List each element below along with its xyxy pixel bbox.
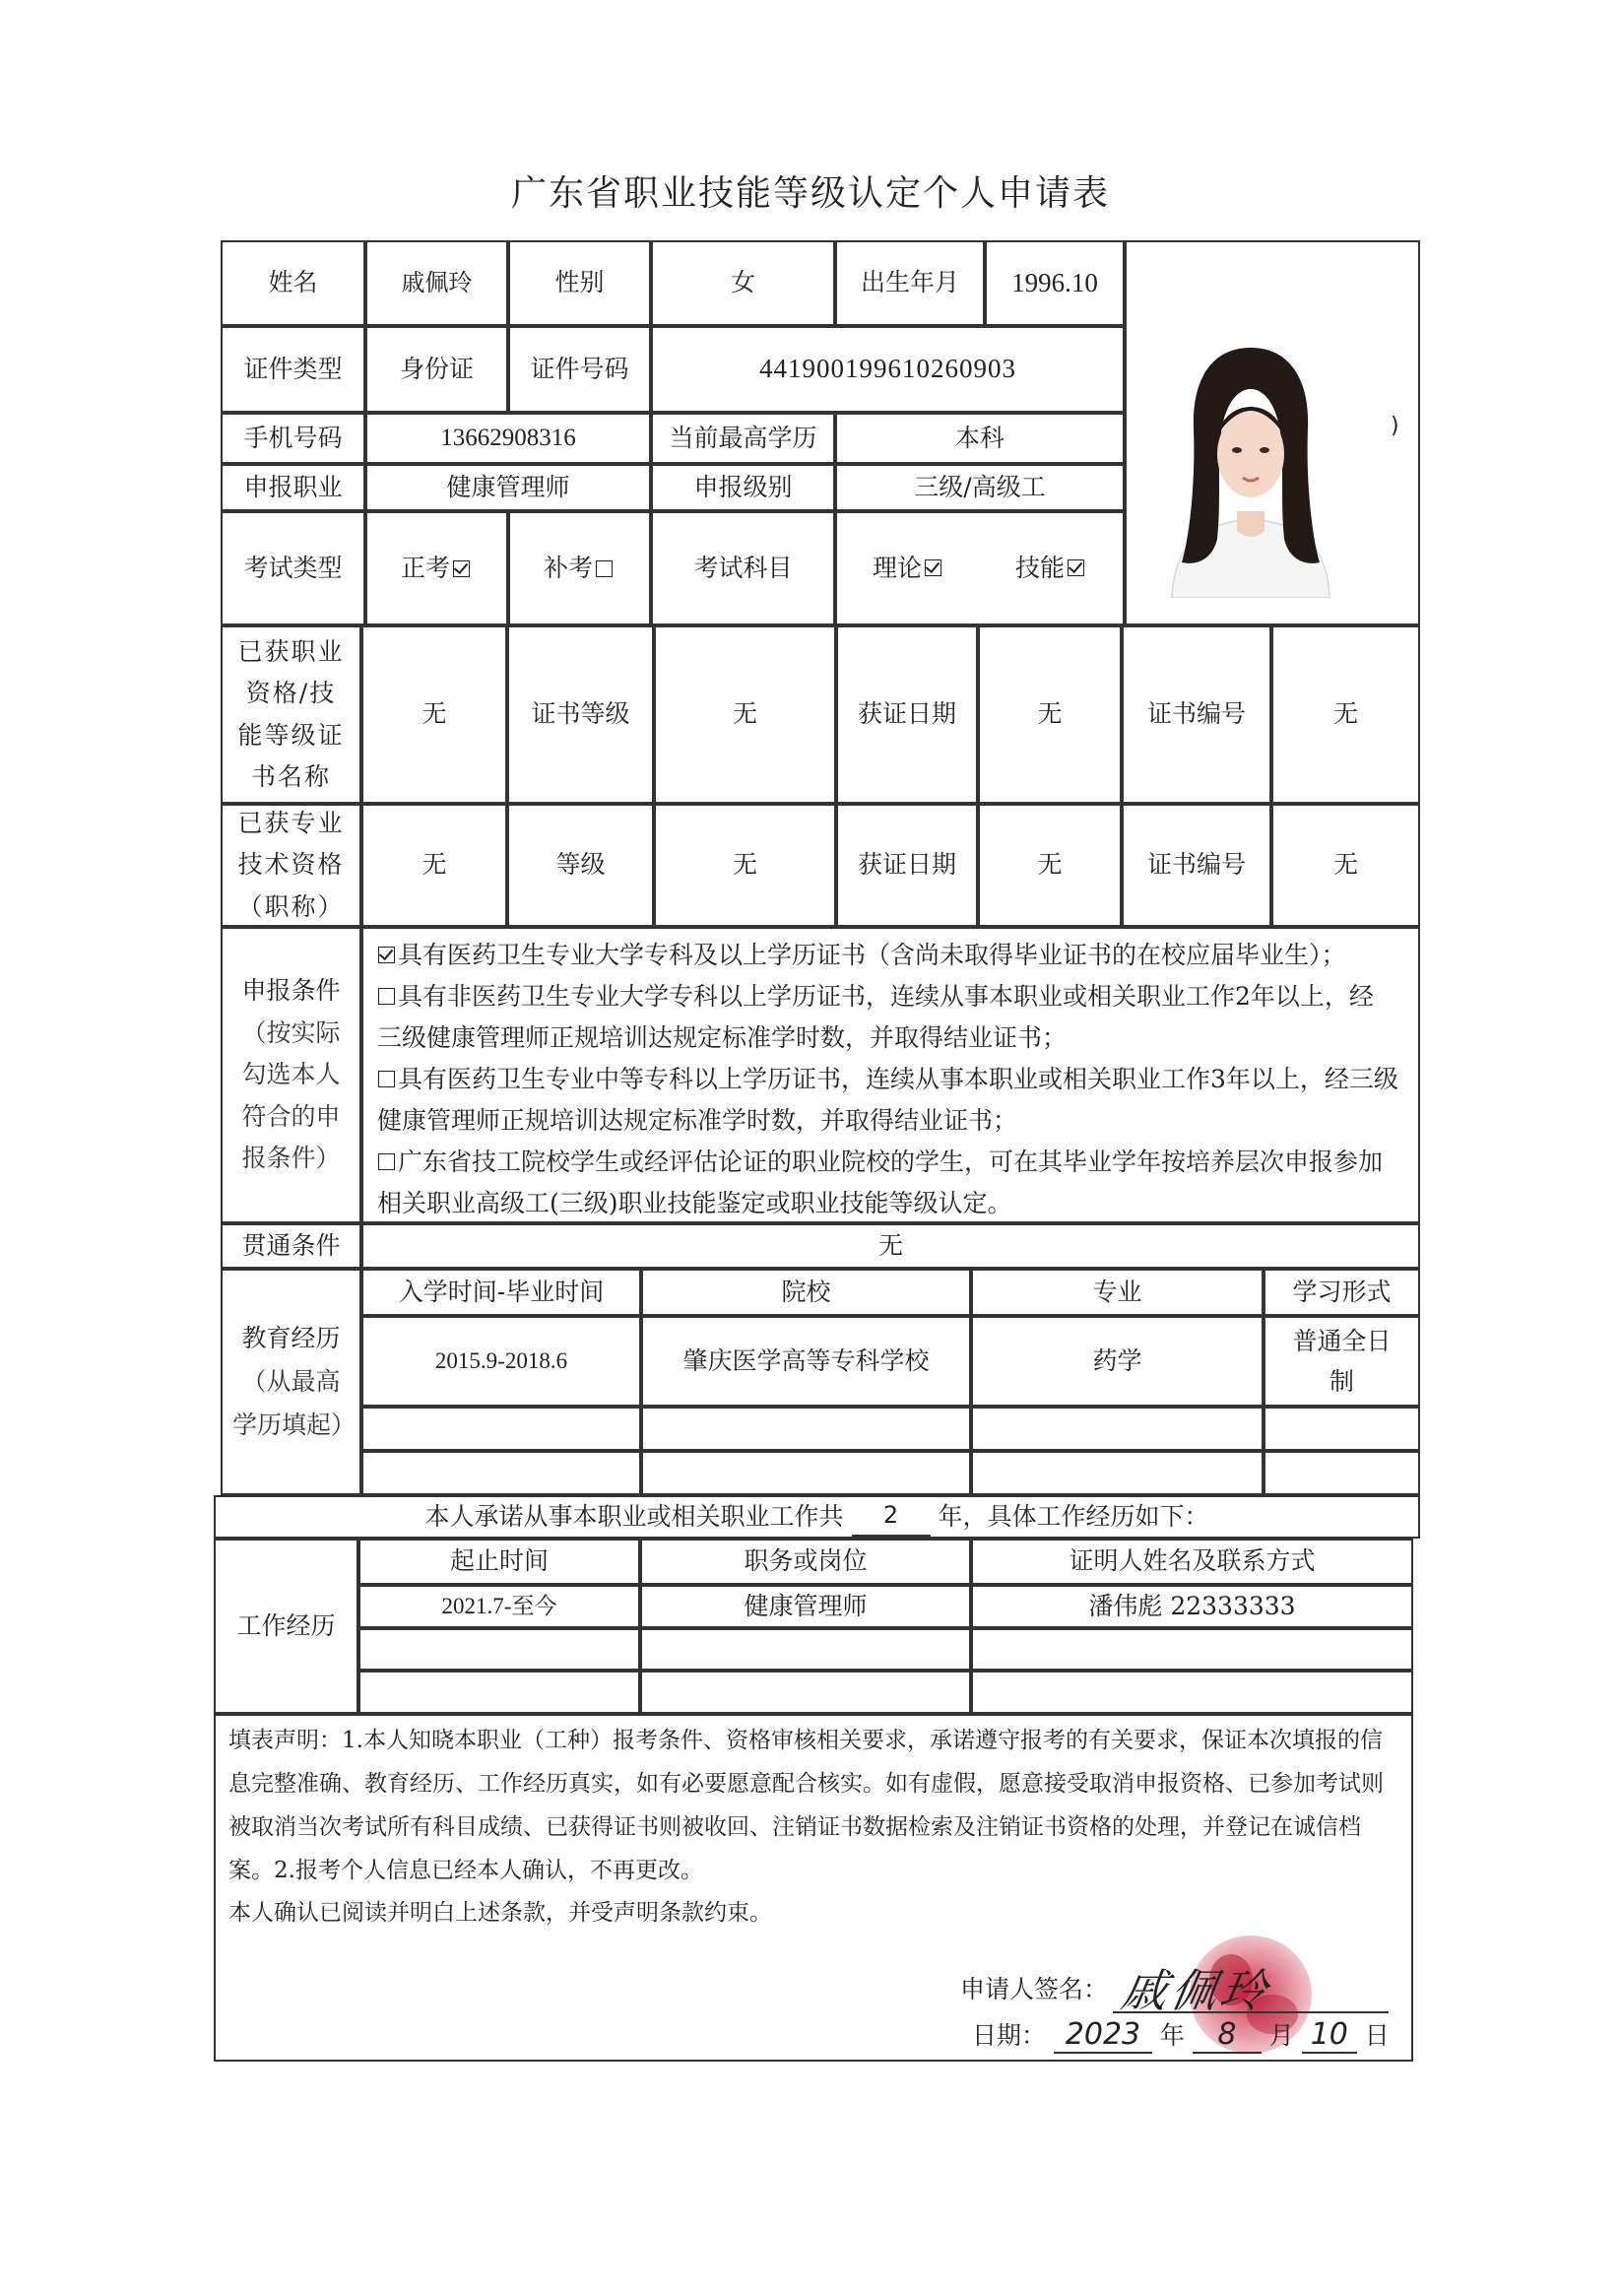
edu-row-period: 2015.9-2018.6 (361, 1316, 641, 1407)
education-label: 教育经历 (241, 1324, 341, 1353)
work-empty-cell (971, 1671, 1413, 1714)
tech-date-value: 无 (978, 804, 1122, 927)
work-pledge (214, 1495, 1420, 1539)
birth-label: 出生年月 (835, 240, 985, 326)
tech-cert-label: 已获专业技术资格（职称） (221, 804, 361, 927)
edu-value: 本科 (835, 413, 1125, 464)
edu-header-school: 院校 (641, 1269, 971, 1316)
work-empty-cell (640, 1671, 971, 1714)
edu-row-form: 普通全日制 (1264, 1316, 1420, 1407)
signature-name: 戚佩玲 (1117, 1964, 1275, 2017)
work-row-witness: 潘伟彪 22333333 (971, 1585, 1413, 1628)
tech-cert-name: 无 (361, 804, 507, 927)
condition-2: 具有非医药卫生专业大学专科以上学历证书，连续从事本职业或相关职业工作2年以上，经 (375, 978, 1374, 1017)
cert-no-label: 证书编号 (1122, 625, 1271, 804)
level-value: 三级/高级工 (835, 464, 1125, 511)
cert-date-label: 获证日期 (836, 625, 978, 804)
condition-1: 具有医药卫生专业大学专科及以上学历证书（含尚未取得毕业证书的在校应届毕业生）； (375, 937, 1346, 975)
work-pledge-prefix: 本人承诺从事本职业或相关职业工作共 (424, 1501, 844, 1531)
exam-makeup-label: 补考 (543, 553, 593, 582)
grade-value: 无 (654, 804, 836, 927)
day-unit: 日 (1364, 2021, 1390, 2050)
conditions-label: 申报条件 (241, 976, 341, 1006)
edu-empty-cell (361, 1451, 641, 1495)
month-unit: 月 (1268, 2021, 1294, 2050)
checkbox-checked-icon (925, 559, 941, 576)
signature-underline (1113, 2011, 1389, 2013)
subject-options (835, 511, 1125, 625)
exam-option-makeup (508, 511, 651, 625)
work-empty-cell (358, 1671, 640, 1714)
work-header-witness: 证明人姓名及联系方式 (971, 1539, 1413, 1585)
date-line (972, 2016, 1390, 2054)
date-label: 日期： (972, 2021, 1047, 2050)
gender-value: 女 (651, 240, 835, 326)
work-row-period: 2021.7-至今 (358, 1585, 640, 1628)
checkbox-checked-icon (378, 947, 395, 963)
condition-3-cont: 健康管理师正规培训达规定标准学时数，并取得结业证书； (377, 1106, 1018, 1135)
pass-condition-label: 贯通条件 (221, 1223, 361, 1269)
phone-value: 13662908316 (365, 413, 651, 464)
idno-value: 441900199610260903 (651, 326, 1125, 413)
birth-value: 1996.10 (985, 240, 1125, 326)
edu-empty-cell (1264, 1407, 1420, 1451)
edu-header-form: 学习形式 (1264, 1269, 1420, 1316)
edu-empty-cell (641, 1407, 971, 1451)
condition-4: 广东省技工院校学生或经评估论证的职业院校的学生，可在其毕业学年按培养层次申报参加 (375, 1144, 1383, 1182)
condition-2-cont: 三级健康管理师正规培训达规定标准学时数，并取得结业证书； (377, 1023, 1068, 1052)
signature-label: 申请人签名： (960, 1975, 1109, 2003)
edu-empty-cell (1264, 1451, 1420, 1495)
work-header-period: 起止时间 (358, 1539, 640, 1585)
conditions-body (361, 927, 1420, 1223)
edu-empty-cell (641, 1451, 971, 1495)
idno-label: 证件号码 (508, 326, 651, 413)
checkbox-checked-icon (1068, 559, 1084, 576)
gender-label: 性别 (508, 240, 651, 326)
applicant-photo (1152, 334, 1349, 598)
date-month: 8 (1193, 2017, 1262, 2054)
work-header-position: 职务或岗位 (640, 1539, 971, 1585)
edu-header-period: 入学时间-毕业时间 (361, 1269, 641, 1316)
job-label: 申报职业 (221, 464, 365, 511)
edu-empty-cell (971, 1407, 1264, 1451)
edu-header-major: 专业 (971, 1269, 1264, 1316)
edu-row-school: 肇庆医学高等专科学校 (641, 1316, 971, 1407)
work-years: 2 (852, 1497, 931, 1536)
checkbox-empty-icon (378, 988, 395, 1005)
exam-option-formal (365, 511, 508, 625)
checkbox-checked-icon (453, 560, 470, 577)
form-title: 广东省职业技能等级认定个人申请表 (510, 173, 1110, 214)
declaration-confirm: 本人确认已阅读并明白上述条款，并受声明条款约束。 (228, 1900, 772, 1926)
edu-empty-cell (361, 1407, 641, 1451)
cert-level-value: 无 (654, 625, 836, 804)
work-label: 工作经历 (214, 1539, 358, 1714)
work-empty-cell (640, 1628, 971, 1671)
photo-cell (1125, 240, 1420, 625)
job-value: 健康管理师 (365, 464, 651, 511)
level-label: 申报级别 (651, 464, 835, 511)
photo-paren: ) (1391, 414, 1399, 438)
skill-cert-label: 已获职业资格/技能等级证书名称 (221, 625, 361, 804)
edu-label: 当前最高学历 (651, 413, 835, 464)
cert-level-label: 证书等级 (507, 625, 654, 804)
condition-4-cont: 相关职业高级工(三级)职业技能鉴定或职业技能等级认定。 (377, 1189, 1012, 1217)
checkbox-empty-icon (378, 1071, 395, 1087)
work-row-position: 健康管理师 (640, 1585, 971, 1628)
edu-row-major: 药学 (971, 1316, 1264, 1407)
name-value: 戚佩玲 (365, 240, 508, 326)
skill-cert-name: 无 (361, 625, 507, 804)
tech-no-label: 证书编号 (1122, 804, 1271, 927)
subject-theory: 理论 (873, 550, 944, 588)
education-label-cell (221, 1269, 361, 1495)
condition-3: 具有医药卫生专业中等专科以上学历证书，连续从事本职业或相关职业工作3年以上，经三级 (375, 1061, 1398, 1099)
pass-condition-value: 无 (361, 1223, 1420, 1269)
date-day: 10 (1302, 2017, 1357, 2054)
tech-date-label: 获证日期 (836, 804, 978, 927)
idtype-value: 身份证 (365, 326, 508, 413)
date-year: 2023 (1054, 2017, 1152, 2054)
year-unit: 年 (1159, 2021, 1185, 2050)
cert-date-value: 无 (978, 625, 1122, 804)
checkbox-empty-icon (596, 560, 613, 577)
conditions-note: （按实际勾选本人符合的申报条件） (241, 1017, 341, 1173)
work-pledge-suffix: 年，具体工作经历如下： (938, 1501, 1209, 1531)
idtype-label: 证件类型 (221, 326, 365, 413)
tech-no-value: 无 (1271, 804, 1420, 927)
cert-no-value: 无 (1271, 625, 1420, 804)
declaration-paragraph: 填表声明：1.本人知晓本职业（工种）报考条件、资格审核相关要求，承诺遵守报考的有关要求，保证本次填报的信息完整准确、教育经历、工作经历真实，如有必要愿意配合核实。如有虚假，愿意接受取消申报资格、已参加考试则被取消当次考试所有科目成绩、已获得证书则被收回、注销证书数据检索及注销证书资格的处理，并登记在诚信档案。2.报考个人信息已经本人确认，不再更改。 (228, 1728, 1384, 1883)
examtype-label: 考试类型 (221, 511, 365, 625)
education-note: （从最高学历填起） (232, 1367, 357, 1439)
subject-skill: 技能 (1015, 550, 1087, 588)
exam-formal-label: 正考 (400, 553, 450, 582)
work-empty-cell (358, 1628, 640, 1671)
name-label: 姓名 (221, 240, 365, 326)
subject-label: 考试科目 (651, 511, 835, 625)
conditions-label-cell (221, 927, 361, 1223)
work-empty-cell (971, 1628, 1413, 1671)
phone-label: 手机号码 (221, 413, 365, 464)
checkbox-empty-icon (378, 1153, 395, 1170)
edu-empty-cell (971, 1451, 1264, 1495)
grade-label: 等级 (507, 804, 654, 927)
